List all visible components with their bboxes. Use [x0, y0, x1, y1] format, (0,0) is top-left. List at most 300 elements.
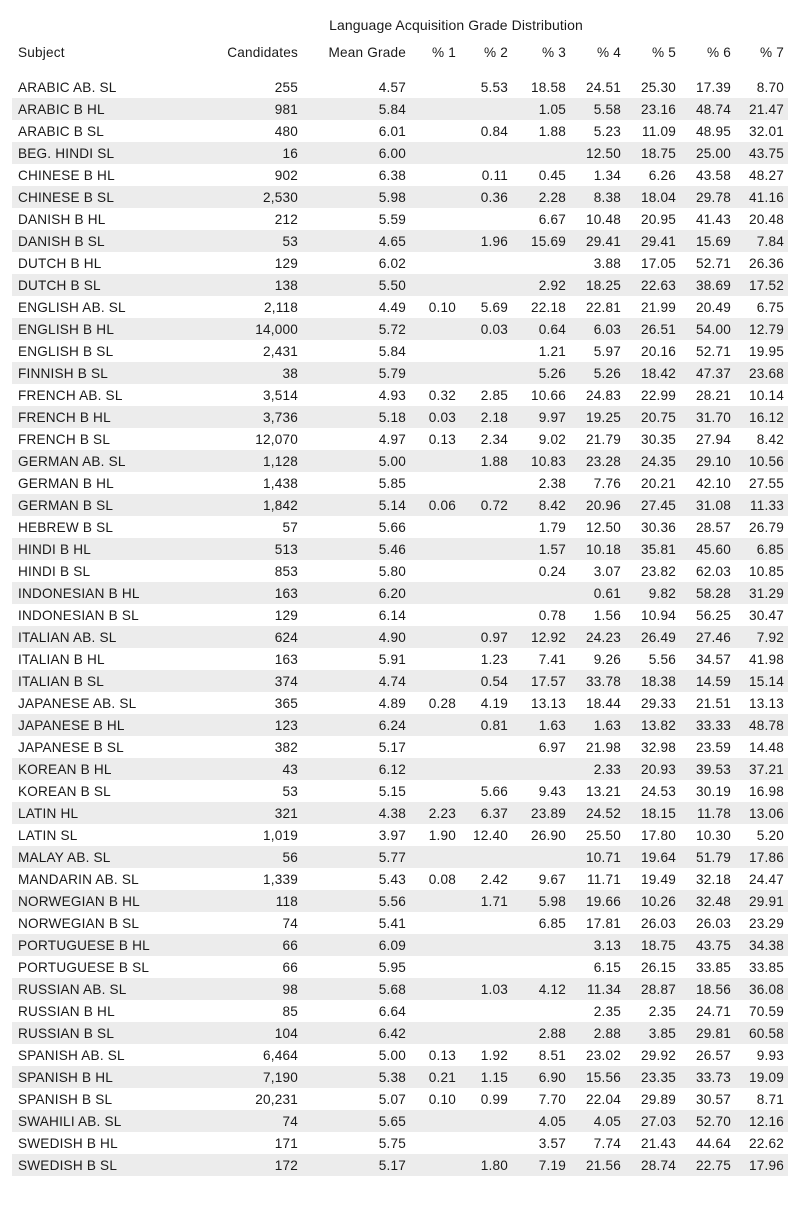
cell-pct-7: 10.56 — [735, 450, 788, 472]
cell-pct-5: 29.41 — [625, 230, 680, 252]
cell-mean-grade: 6.64 — [378, 1003, 406, 1019]
cell-pct-5: 23.82 — [640, 563, 676, 579]
cell-pct-3: 0.24 — [538, 563, 566, 579]
cell-pct-3: 10.83 — [512, 450, 570, 472]
cell-pct-7: 7.92 — [735, 626, 788, 648]
cell-mean-grade: 5.75 — [378, 1135, 406, 1151]
cell-pct-3: 0.78 — [538, 607, 566, 623]
cell-mean-grade: 6.02 — [378, 255, 406, 271]
cell-pct-5: 13.82 — [625, 714, 680, 736]
cell-subject: ITALIAN AB. SL — [12, 626, 202, 648]
cell-pct-2: 4.19 — [480, 695, 508, 711]
cell-pct-2 — [460, 1022, 512, 1044]
cell-pct-4: 24.23 — [570, 626, 625, 648]
cell-pct-2: 5.69 — [480, 299, 508, 315]
cell-mean-grade: 5.59 — [378, 211, 406, 227]
cell-pct-7: 6.75 — [756, 299, 784, 315]
cell-pct-5: 25.30 — [625, 72, 680, 98]
cell-pct-6: 43.75 — [680, 934, 735, 956]
cell-pct-3: 1.57 — [512, 538, 570, 560]
table-body — [12, 72, 788, 1176]
cell-pct-4: 12.50 — [585, 519, 621, 535]
cell-pct-1 — [410, 340, 460, 362]
cell-pct-2 — [460, 1110, 512, 1132]
cell-pct-7: 8.42 — [756, 431, 784, 447]
column-header-pct-4: % 4 — [570, 40, 625, 72]
cell-candidates: 104 — [202, 1022, 302, 1044]
cell-pct-2: 0.36 — [460, 186, 512, 208]
cell-pct-6: 30.19 — [695, 783, 731, 799]
cell-pct-1: 2.23 — [410, 802, 460, 824]
cell-candidates: 1,438 — [262, 475, 298, 491]
cell-pct-7: 7.84 — [735, 230, 788, 252]
cell-mean-grade: 5.46 — [302, 538, 410, 560]
cell-subject: ARABIC B HL — [12, 98, 202, 120]
cell-mean-grade: 4.97 — [378, 431, 406, 447]
cell-pct-7: 31.29 — [735, 582, 788, 604]
cell-pct-7: 19.09 — [735, 1066, 788, 1088]
cell-subject: RUSSIAN AB. SL — [12, 978, 202, 1000]
cell-pct-1 — [410, 208, 460, 230]
cell-pct-5: 17.80 — [640, 827, 676, 843]
table-row — [12, 186, 788, 208]
cell-pct-6: 38.69 — [680, 274, 735, 296]
cell-pct-5: 20.93 — [625, 758, 680, 780]
cell-subject: LATIN HL — [12, 802, 202, 824]
column-header-mean-grade: Mean Grade — [302, 40, 410, 72]
cell-subject: HINDI B HL — [12, 538, 202, 560]
cell-pct-1 — [410, 560, 460, 582]
cell-pct-3: 1.79 — [538, 519, 566, 535]
cell-subject: ENGLISH B SL — [18, 343, 114, 359]
cell-pct-6: 23.59 — [695, 739, 731, 755]
cell-mean-grade: 4.65 — [302, 230, 410, 252]
cell-pct-2: 1.96 — [460, 230, 512, 252]
cell-pct-6: 18.56 — [680, 978, 735, 1000]
column-header-pct-5: % 5 — [625, 40, 680, 72]
cell-pct-3: 5.26 — [512, 362, 570, 384]
cell-mean-grade: 5.41 — [378, 915, 406, 931]
cell-pct-3 — [512, 252, 570, 274]
cell-candidates: 118 — [202, 890, 302, 912]
table-row — [12, 120, 788, 142]
cell-pct-6: 45.60 — [680, 538, 735, 560]
cell-pct-1: 0.28 — [428, 695, 456, 711]
cell-pct-4: 18.44 — [585, 695, 621, 711]
table-row — [12, 736, 788, 758]
cell-pct-7: 20.48 — [748, 211, 784, 227]
cell-mean-grade: 5.17 — [378, 739, 406, 755]
table-row — [12, 978, 788, 1000]
cell-pct-2 — [460, 846, 512, 868]
table-row — [12, 450, 788, 472]
cell-pct-3: 6.97 — [538, 739, 566, 755]
cell-subject: SPANISH AB. SL — [18, 1047, 125, 1063]
cell-subject: JAPANESE AB. SL — [18, 695, 137, 711]
cell-candidates: 255 — [202, 72, 302, 98]
cell-pct-7: 27.55 — [748, 475, 784, 491]
cell-pct-3: 6.67 — [538, 211, 566, 227]
cell-candidates: 12,070 — [255, 431, 298, 447]
cell-pct-6: 10.30 — [695, 827, 731, 843]
cell-pct-4: 8.38 — [570, 186, 625, 208]
cell-pct-5: 27.45 — [625, 494, 680, 516]
cell-pct-5: 27.03 — [625, 1110, 680, 1132]
cell-pct-4: 18.25 — [570, 274, 625, 296]
cell-mean-grade: 4.49 — [378, 299, 406, 315]
cell-candidates: 2,118 — [263, 299, 298, 315]
cell-pct-5: 20.75 — [625, 406, 680, 428]
cell-pct-6: 25.00 — [680, 142, 735, 164]
cell-candidates: 2,431 — [262, 343, 298, 359]
cell-pct-5: 18.15 — [625, 802, 680, 824]
cell-pct-5: 23.16 — [625, 98, 680, 120]
cell-candidates: 129 — [274, 255, 298, 271]
cell-candidates: 129 — [274, 607, 298, 623]
cell-pct-5: 21.99 — [640, 299, 676, 315]
cell-pct-4: 22.81 — [585, 299, 621, 315]
cell-subject: SWEDISH B HL — [18, 1135, 118, 1151]
table-row — [12, 802, 788, 824]
cell-pct-7: 17.52 — [735, 274, 788, 296]
cell-pct-1 — [410, 274, 460, 296]
cell-pct-7: 16.98 — [748, 783, 784, 799]
cell-candidates: 382 — [274, 739, 298, 755]
cell-subject: ENGLISH B HL — [12, 318, 202, 340]
cell-pct-3: 2.92 — [512, 274, 570, 296]
cell-mean-grade: 6.14 — [378, 607, 406, 623]
cell-pct-2 — [460, 472, 512, 494]
cell-pct-5: 9.82 — [625, 582, 680, 604]
cell-pct-4: 2.35 — [593, 1003, 621, 1019]
cell-candidates: 163 — [274, 651, 298, 667]
cell-pct-5: 24.53 — [640, 783, 676, 799]
cell-pct-6: 29.10 — [680, 450, 735, 472]
cell-pct-1: 0.13 — [428, 1047, 456, 1063]
cell-pct-2 — [460, 582, 512, 604]
cell-candidates: 56 — [202, 846, 302, 868]
cell-pct-7: 33.85 — [748, 959, 784, 975]
cell-pct-1 — [410, 604, 460, 626]
cell-pct-7: 70.59 — [748, 1003, 784, 1019]
cell-pct-5: 20.16 — [640, 343, 676, 359]
cell-pct-7: 13.06 — [735, 802, 788, 824]
cell-pct-2: 1.03 — [460, 978, 512, 1000]
cell-pct-2 — [460, 538, 512, 560]
cell-pct-2: 1.71 — [460, 890, 512, 912]
cell-pct-6: 32.18 — [695, 871, 731, 887]
cell-subject: CHINESE B SL — [12, 186, 202, 208]
cell-candidates: 513 — [202, 538, 302, 560]
cell-pct-3: 6.90 — [512, 1066, 570, 1088]
cell-mean-grade: 5.43 — [378, 871, 406, 887]
cell-subject: DANISH B HL — [18, 211, 106, 227]
cell-pct-3: 1.21 — [538, 343, 566, 359]
cell-pct-6: 22.75 — [680, 1154, 735, 1176]
cell-pct-4: 5.58 — [570, 98, 625, 120]
cell-pct-6: 52.70 — [680, 1110, 735, 1132]
cell-pct-4: 21.79 — [585, 431, 621, 447]
cell-pct-4: 15.56 — [570, 1066, 625, 1088]
cell-pct-3: 23.89 — [512, 802, 570, 824]
cell-pct-3: 2.88 — [512, 1022, 570, 1044]
cell-subject: HEBREW B SL — [18, 519, 114, 535]
cell-mean-grade: 5.07 — [378, 1091, 406, 1107]
cell-subject: GERMAN AB. SL — [12, 450, 202, 472]
cell-pct-2 — [460, 912, 512, 934]
cell-pct-1 — [410, 186, 460, 208]
table-row — [12, 714, 788, 736]
cell-pct-5: 21.43 — [640, 1135, 676, 1151]
cell-subject: RUSSIAN B SL — [12, 1022, 202, 1044]
cell-pct-2: 0.97 — [460, 626, 512, 648]
cell-candidates: 365 — [274, 695, 298, 711]
cell-pct-4: 11.34 — [570, 978, 625, 1000]
cell-candidates: 3,736 — [202, 406, 302, 428]
cell-pct-4: 9.26 — [593, 651, 621, 667]
cell-mean-grade: 5.79 — [302, 362, 410, 384]
cell-pct-4: 21.56 — [570, 1154, 625, 1176]
cell-pct-3: 9.02 — [538, 431, 566, 447]
cell-pct-5: 29.92 — [640, 1047, 676, 1063]
cell-pct-3: 9.97 — [512, 406, 570, 428]
cell-candidates: 1,128 — [202, 450, 302, 472]
cell-pct-6: 21.51 — [695, 695, 731, 711]
cell-pct-1 — [410, 956, 460, 978]
cell-pct-6: 30.57 — [695, 1091, 731, 1107]
table-row — [12, 296, 788, 318]
cell-pct-5: 23.35 — [625, 1066, 680, 1088]
cell-pct-5: 19.64 — [625, 846, 680, 868]
cell-pct-1 — [410, 648, 460, 670]
cell-pct-6: 28.21 — [695, 387, 731, 403]
cell-mean-grade: 5.14 — [302, 494, 410, 516]
cell-pct-5: 18.04 — [625, 186, 680, 208]
cell-pct-4: 3.07 — [593, 563, 621, 579]
cell-mean-grade: 5.80 — [378, 563, 406, 579]
cell-pct-2: 2.34 — [480, 431, 508, 447]
cell-subject: DUTCH B HL — [18, 255, 102, 271]
cell-subject: JAPANESE B SL — [18, 739, 124, 755]
cell-pct-5: 19.49 — [640, 871, 676, 887]
cell-subject: LATIN SL — [18, 827, 78, 843]
cell-pct-1 — [410, 582, 460, 604]
cell-pct-4: 24.52 — [570, 802, 625, 824]
cell-pct-4: 5.97 — [593, 343, 621, 359]
cell-pct-1 — [410, 362, 460, 384]
cell-pct-2: 1.23 — [480, 651, 508, 667]
cell-pct-7: 23.29 — [748, 915, 784, 931]
cell-pct-3: 22.18 — [530, 299, 566, 315]
cell-pct-3: 7.41 — [538, 651, 566, 667]
cell-pct-5: 26.15 — [640, 959, 676, 975]
cell-candidates: 85 — [282, 1003, 298, 1019]
cell-pct-4: 33.78 — [570, 670, 625, 692]
cell-subject: ITALIAN B HL — [18, 651, 105, 667]
cell-pct-7: 11.33 — [735, 494, 788, 516]
cell-pct-5: 20.95 — [640, 211, 676, 227]
cell-pct-4: 3.13 — [570, 934, 625, 956]
table-row — [12, 1132, 788, 1154]
cell-pct-1 — [410, 230, 460, 252]
cell-pct-6: 20.49 — [695, 299, 731, 315]
cell-pct-6: 31.08 — [680, 494, 735, 516]
cell-mean-grade: 5.91 — [378, 651, 406, 667]
cell-pct-3: 2.38 — [538, 475, 566, 491]
table-row — [12, 428, 788, 450]
cell-pct-3: 1.05 — [512, 98, 570, 120]
table-row — [12, 164, 788, 186]
cell-pct-2 — [460, 340, 512, 362]
cell-candidates: 53 — [202, 230, 302, 252]
cell-pct-4: 10.18 — [570, 538, 625, 560]
cell-mean-grade: 4.57 — [302, 72, 410, 98]
cell-pct-3: 5.98 — [512, 890, 570, 912]
column-header-pct-7: % 7 — [735, 40, 788, 72]
cell-subject: HINDI B SL — [18, 563, 91, 579]
cell-subject: MANDARIN AB. SL — [18, 871, 139, 887]
cell-pct-7: 24.47 — [748, 871, 784, 887]
cell-mean-grade: 6.42 — [302, 1022, 410, 1044]
cell-pct-6: 56.25 — [695, 607, 731, 623]
cell-pct-5: 5.56 — [648, 651, 676, 667]
cell-pct-2: 2.42 — [480, 871, 508, 887]
cell-pct-4: 10.71 — [570, 846, 625, 868]
cell-pct-3 — [512, 934, 570, 956]
cell-mean-grade: 5.18 — [302, 406, 410, 428]
cell-pct-1 — [410, 1154, 460, 1176]
cell-pct-7: 34.38 — [735, 934, 788, 956]
table-row — [12, 406, 788, 428]
cell-pct-1 — [410, 72, 460, 98]
cell-candidates: 98 — [202, 978, 302, 1000]
cell-pct-5: 3.85 — [625, 1022, 680, 1044]
cell-mean-grade: 5.84 — [378, 343, 406, 359]
table-row — [12, 846, 788, 868]
cell-pct-5: 32.98 — [640, 739, 676, 755]
cell-pct-1 — [410, 1110, 460, 1132]
cell-pct-3 — [512, 142, 570, 164]
cell-candidates: 1,339 — [262, 871, 298, 887]
cell-mean-grade: 5.65 — [302, 1110, 410, 1132]
cell-pct-3: 3.57 — [538, 1135, 566, 1151]
cell-pct-1 — [410, 758, 460, 780]
cell-pct-5: 29.33 — [640, 695, 676, 711]
cell-pct-6: 54.00 — [680, 318, 735, 340]
cell-subject: JAPANESE B HL — [12, 714, 202, 736]
table-row — [12, 890, 788, 912]
cell-pct-7: 10.14 — [748, 387, 784, 403]
table-row — [12, 582, 788, 604]
cell-pct-3: 1.63 — [512, 714, 570, 736]
cell-pct-7: 15.14 — [735, 670, 788, 692]
cell-pct-4: 4.05 — [570, 1110, 625, 1132]
cell-pct-5: 26.51 — [625, 318, 680, 340]
cell-pct-6: 26.03 — [695, 915, 731, 931]
table-row — [12, 362, 788, 384]
cell-subject: GERMAN B SL — [12, 494, 202, 516]
cell-pct-4: 3.88 — [593, 255, 621, 271]
cell-pct-2: 2.85 — [480, 387, 508, 403]
cell-pct-4: 22.04 — [585, 1091, 621, 1107]
cell-pct-2: 1.80 — [460, 1154, 512, 1176]
cell-subject: INDONESIAN B SL — [18, 607, 139, 623]
cell-pct-1 — [410, 252, 460, 274]
cell-mean-grade: 5.72 — [302, 318, 410, 340]
table-row — [12, 472, 788, 494]
cell-pct-2: 6.37 — [460, 802, 512, 824]
cell-mean-grade: 5.84 — [302, 98, 410, 120]
cell-pct-7: 21.47 — [735, 98, 788, 120]
cell-pct-1: 1.90 — [428, 827, 456, 843]
cell-pct-7: 41.98 — [748, 651, 784, 667]
cell-pct-3: 0.64 — [512, 318, 570, 340]
cell-pct-7: 8.70 — [735, 72, 788, 98]
cell-pct-1: 0.10 — [428, 299, 456, 315]
cell-pct-4: 17.81 — [585, 915, 621, 931]
cell-pct-1 — [410, 472, 460, 494]
cell-mean-grade: 5.00 — [302, 450, 410, 472]
cell-pct-3: 0.45 — [538, 167, 566, 183]
cell-mean-grade: 5.85 — [378, 475, 406, 491]
cell-pct-2: 0.99 — [480, 1091, 508, 1107]
cell-pct-7: 26.79 — [748, 519, 784, 535]
cell-candidates: 7,190 — [202, 1066, 302, 1088]
cell-pct-2 — [460, 208, 512, 230]
cell-candidates: 16 — [202, 142, 302, 164]
table-row — [12, 1154, 788, 1176]
cell-pct-1 — [410, 538, 460, 560]
cell-pct-4: 24.51 — [570, 72, 625, 98]
cell-pct-7: 12.16 — [735, 1110, 788, 1132]
cell-candidates: 2,530 — [202, 186, 302, 208]
cell-pct-5: 17.05 — [640, 255, 676, 271]
cell-pct-7: 9.93 — [756, 1047, 784, 1063]
cell-subject: DANISH B SL — [12, 230, 202, 252]
cell-pct-7: 48.78 — [735, 714, 788, 736]
cell-pct-6: 29.78 — [680, 186, 735, 208]
cell-pct-6: 41.43 — [695, 211, 731, 227]
cell-pct-3 — [512, 582, 570, 604]
cell-candidates: 853 — [274, 563, 298, 579]
cell-pct-2: 12.40 — [472, 827, 508, 843]
cell-pct-7: 16.12 — [735, 406, 788, 428]
cell-pct-4: 5.23 — [593, 123, 621, 139]
cell-pct-6: 42.10 — [695, 475, 731, 491]
cell-mean-grade: 5.15 — [378, 783, 406, 799]
cell-pct-3: 9.67 — [538, 871, 566, 887]
table-row — [12, 1000, 788, 1022]
cell-mean-grade: 5.50 — [302, 274, 410, 296]
cell-pct-3: 18.58 — [512, 72, 570, 98]
cell-pct-1 — [410, 626, 460, 648]
cell-candidates: 3,514 — [262, 387, 298, 403]
cell-subject: KOREAN B HL — [12, 758, 202, 780]
cell-subject: FRENCH B HL — [12, 406, 202, 428]
cell-pct-7: 41.16 — [735, 186, 788, 208]
cell-pct-2: 2.18 — [460, 406, 512, 428]
cell-pct-5: 20.21 — [640, 475, 676, 491]
cell-pct-2 — [460, 934, 512, 956]
cell-pct-6: 33.73 — [680, 1066, 735, 1088]
cell-subject: SWEDISH B SL — [12, 1154, 202, 1176]
cell-pct-6: 11.78 — [680, 802, 735, 824]
table-row — [12, 230, 788, 252]
cell-pct-5: 26.03 — [640, 915, 676, 931]
cell-subject: INDONESIAN B HL — [12, 582, 202, 604]
cell-pct-4: 11.71 — [586, 871, 621, 887]
cell-pct-1 — [410, 1022, 460, 1044]
